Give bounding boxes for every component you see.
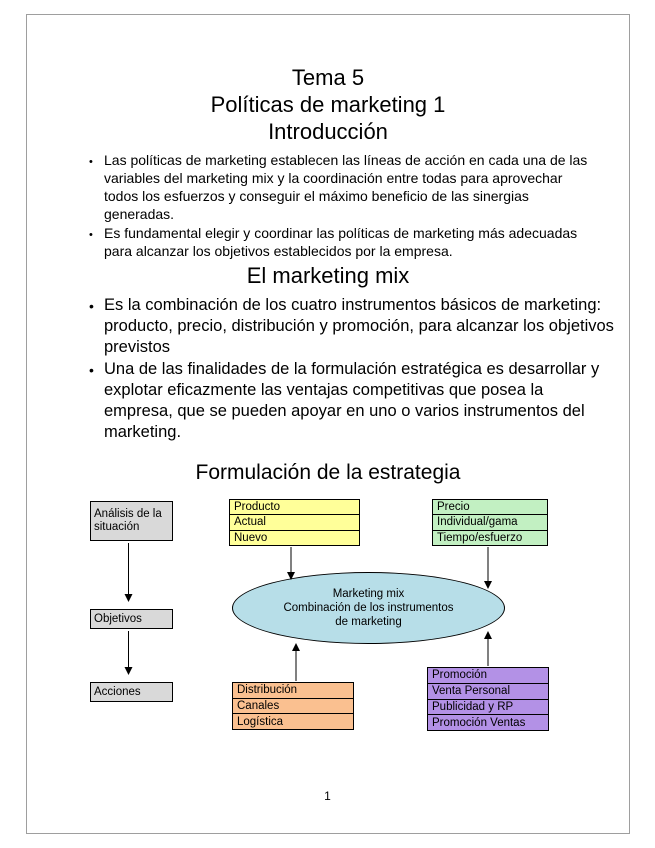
box-precio <box>432 499 548 546</box>
bullet-text: Las políticas de marketing establecen las líneas de acción en cada una de las variables del marketing mix y la coordinación entre todas para aprovechar todos los esfuerzos y conseguir el máximo beneficio de las sinergias generadas. <box>104 152 588 222</box>
ellipse-line: Combinación de los instrumentos <box>283 602 454 614</box>
bullet-text: Una de las finalidades de la formulación estratégica es desarrollar y explotar eficazmente las ventajas competitivas que posea la empresa, que se pueden apoyar en uno o varios instrumentos del marketing. <box>104 360 600 441</box>
box-acciones: Acciones <box>90 682 173 702</box>
box-objetivos: Objetivos <box>90 609 173 629</box>
ellipse-line: de marketing <box>335 616 402 628</box>
box-promocion-row: Publicidad y RP <box>428 699 548 715</box>
section-title-introduccion: Introducción <box>268 119 388 144</box>
marketing-mix-bullet-list <box>58 295 615 443</box>
box-promocion-row: Promoción Ventas <box>428 714 548 730</box>
page-content <box>58 64 614 485</box>
bullet-text: Es la combinación de los cuatro instrumentos básicos de marketing: producto, precio, distribución y promoción, para alcanzar los objetivos previstos <box>104 296 614 356</box>
box-precio-row: Precio <box>437 501 470 514</box>
box-distribucion-row: Logística <box>233 713 353 729</box>
bullet-item <box>104 295 615 358</box>
ellipse-line: Marketing mix <box>332 588 405 600</box>
ellipse-marketing-mix <box>232 572 505 644</box>
intro-bullet-list <box>58 151 600 260</box>
bullet-item <box>104 224 600 260</box>
page-subtitle: Políticas de marketing 1 <box>210 92 446 117</box>
box-producto <box>229 499 360 546</box>
bullet-item <box>104 151 600 223</box>
box-distribucion-row: Canales <box>233 698 353 714</box>
box-analisis-situacion: Análisis de la situación <box>90 501 173 541</box>
box-producto-row: Producto <box>234 501 281 514</box>
box-precio-row: Individual/gama <box>433 514 547 529</box>
box-producto-row: Nuevo <box>230 530 359 545</box>
box-promocion <box>427 667 549 731</box>
box-precio-row: Tiempo/esfuerzo <box>433 530 547 545</box>
box-distribucion <box>232 682 354 730</box>
bullet-text: Es fundamental elegir y coordinar las políticas de marketing más adecuadas para alcanzar los objetivos establecidos por la empresa. <box>104 225 578 259</box>
box-promocion-row: Venta Personal <box>428 683 548 699</box>
section-title-marketing-mix: El marketing mix <box>246 263 410 288</box>
page-title: Tema 5 <box>291 65 365 90</box>
box-distribucion-row: Distribución <box>237 684 298 697</box>
bullet-item <box>104 359 615 443</box>
diagram-title: Formulación de la estrategia <box>195 461 461 484</box>
page-number: 1 <box>324 789 331 803</box>
box-promocion-row: Promoción <box>432 669 487 682</box>
box-producto-row: Actual <box>230 514 359 529</box>
